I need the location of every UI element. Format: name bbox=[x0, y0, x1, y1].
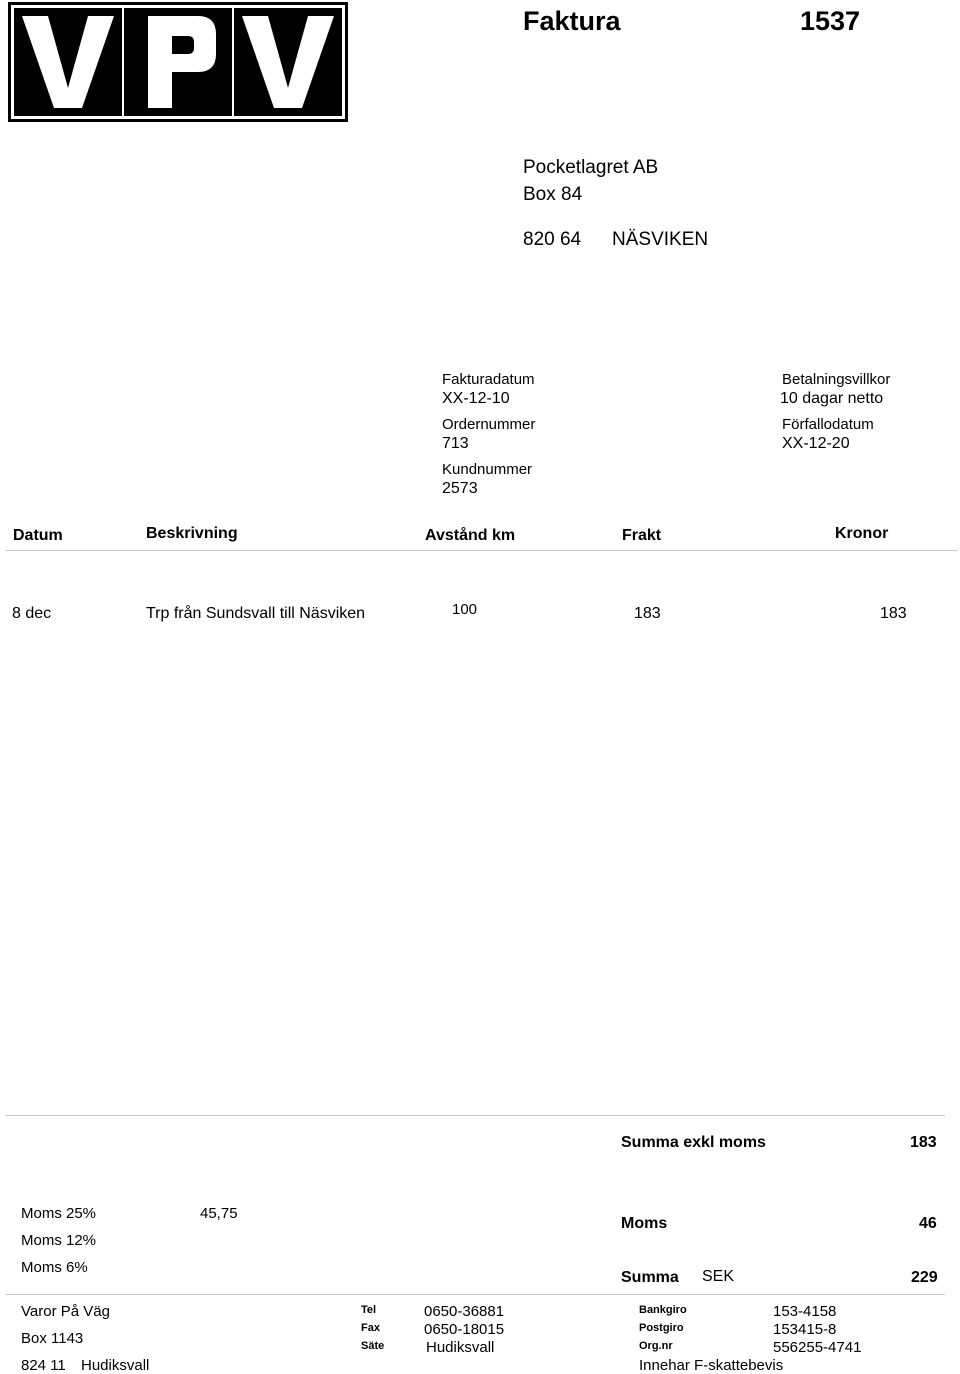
footer-postcode: 824 11 bbox=[21, 1357, 66, 1374]
company-logo bbox=[8, 2, 348, 122]
payment-terms-label: Betalningsvillkor bbox=[782, 371, 891, 388]
footer-company: Varor På Väg bbox=[21, 1303, 110, 1320]
row-date: 8 dec bbox=[12, 605, 52, 622]
col-header-description: Beskrivning bbox=[146, 525, 238, 542]
order-number: 713 bbox=[442, 435, 469, 452]
orgnr-number: 556255-4741 bbox=[773, 1339, 862, 1356]
customer-number: 2573 bbox=[442, 480, 478, 497]
row-freight: 183 bbox=[634, 605, 661, 622]
seat-city: Hudiksvall bbox=[426, 1339, 495, 1356]
postgiro-number: 153415-8 bbox=[773, 1321, 837, 1338]
col-header-distance: Avstånd km bbox=[425, 527, 516, 544]
subtotal-label: Summa exkl moms bbox=[621, 1134, 766, 1151]
fax-number: 0650-18015 bbox=[424, 1321, 505, 1338]
customer-number-label: Kundnummer bbox=[442, 461, 533, 478]
tel-label: Tel bbox=[361, 1304, 377, 1316]
vat25-value: 45,75 bbox=[200, 1205, 238, 1222]
sum-total: 229 bbox=[911, 1269, 938, 1286]
tel-number: 0650-36881 bbox=[424, 1303, 505, 1320]
row-description: Trp från Sundsvall till Näsviken bbox=[146, 605, 366, 622]
col-header-date: Datum bbox=[13, 527, 63, 544]
subtotal: 183 bbox=[910, 1134, 937, 1151]
vat12-label: Moms 12% bbox=[21, 1232, 97, 1249]
bankgiro-number: 153-4158 bbox=[773, 1303, 837, 1320]
table-header-divider bbox=[5, 550, 958, 551]
invoice-date-label: Fakturadatum bbox=[442, 371, 535, 388]
seat-label: Säte bbox=[361, 1340, 385, 1352]
footer-divider bbox=[5, 1294, 945, 1295]
sum-label: Summa bbox=[621, 1269, 679, 1286]
row-distance: 100 bbox=[452, 601, 478, 618]
vat-label: Moms bbox=[621, 1215, 668, 1232]
vat-total: 46 bbox=[919, 1215, 937, 1232]
due-date-label: Förfallodatum bbox=[782, 416, 874, 433]
payment-terms: 10 dagar netto bbox=[780, 390, 884, 407]
tax-note: Innehar F-skattebevis bbox=[639, 1357, 784, 1374]
recipient-company: Pocketlagret AB bbox=[523, 157, 659, 178]
vat25-label: Moms 25% bbox=[21, 1205, 97, 1222]
recipient-postcode: 820 64 bbox=[523, 229, 582, 250]
fax-label: Fax bbox=[361, 1322, 380, 1334]
bankgiro-label: Bankgiro bbox=[639, 1304, 687, 1316]
totals-divider bbox=[5, 1115, 945, 1116]
currency: SEK bbox=[702, 1268, 735, 1285]
recipient-box: Box 84 bbox=[523, 184, 583, 205]
orgnr-label: Org.nr bbox=[639, 1340, 673, 1352]
col-header-freight: Frakt bbox=[622, 527, 662, 544]
row-amount: 183 bbox=[880, 605, 907, 622]
vat6-label: Moms 6% bbox=[21, 1259, 88, 1276]
order-number-label: Ordernummer bbox=[442, 416, 536, 433]
invoice-number: 1537 bbox=[800, 6, 861, 36]
postgiro-label: Postgiro bbox=[639, 1322, 684, 1334]
col-header-amount: Kronor bbox=[835, 525, 889, 542]
recipient-city: NÄSVIKEN bbox=[612, 229, 709, 250]
invoice-date: XX-12-10 bbox=[442, 390, 510, 407]
document-type: Faktura bbox=[523, 6, 621, 36]
due-date: XX-12-20 bbox=[782, 435, 850, 452]
footer-box: Box 1143 bbox=[21, 1330, 84, 1347]
footer-city: Hudiksvall bbox=[81, 1357, 150, 1374]
